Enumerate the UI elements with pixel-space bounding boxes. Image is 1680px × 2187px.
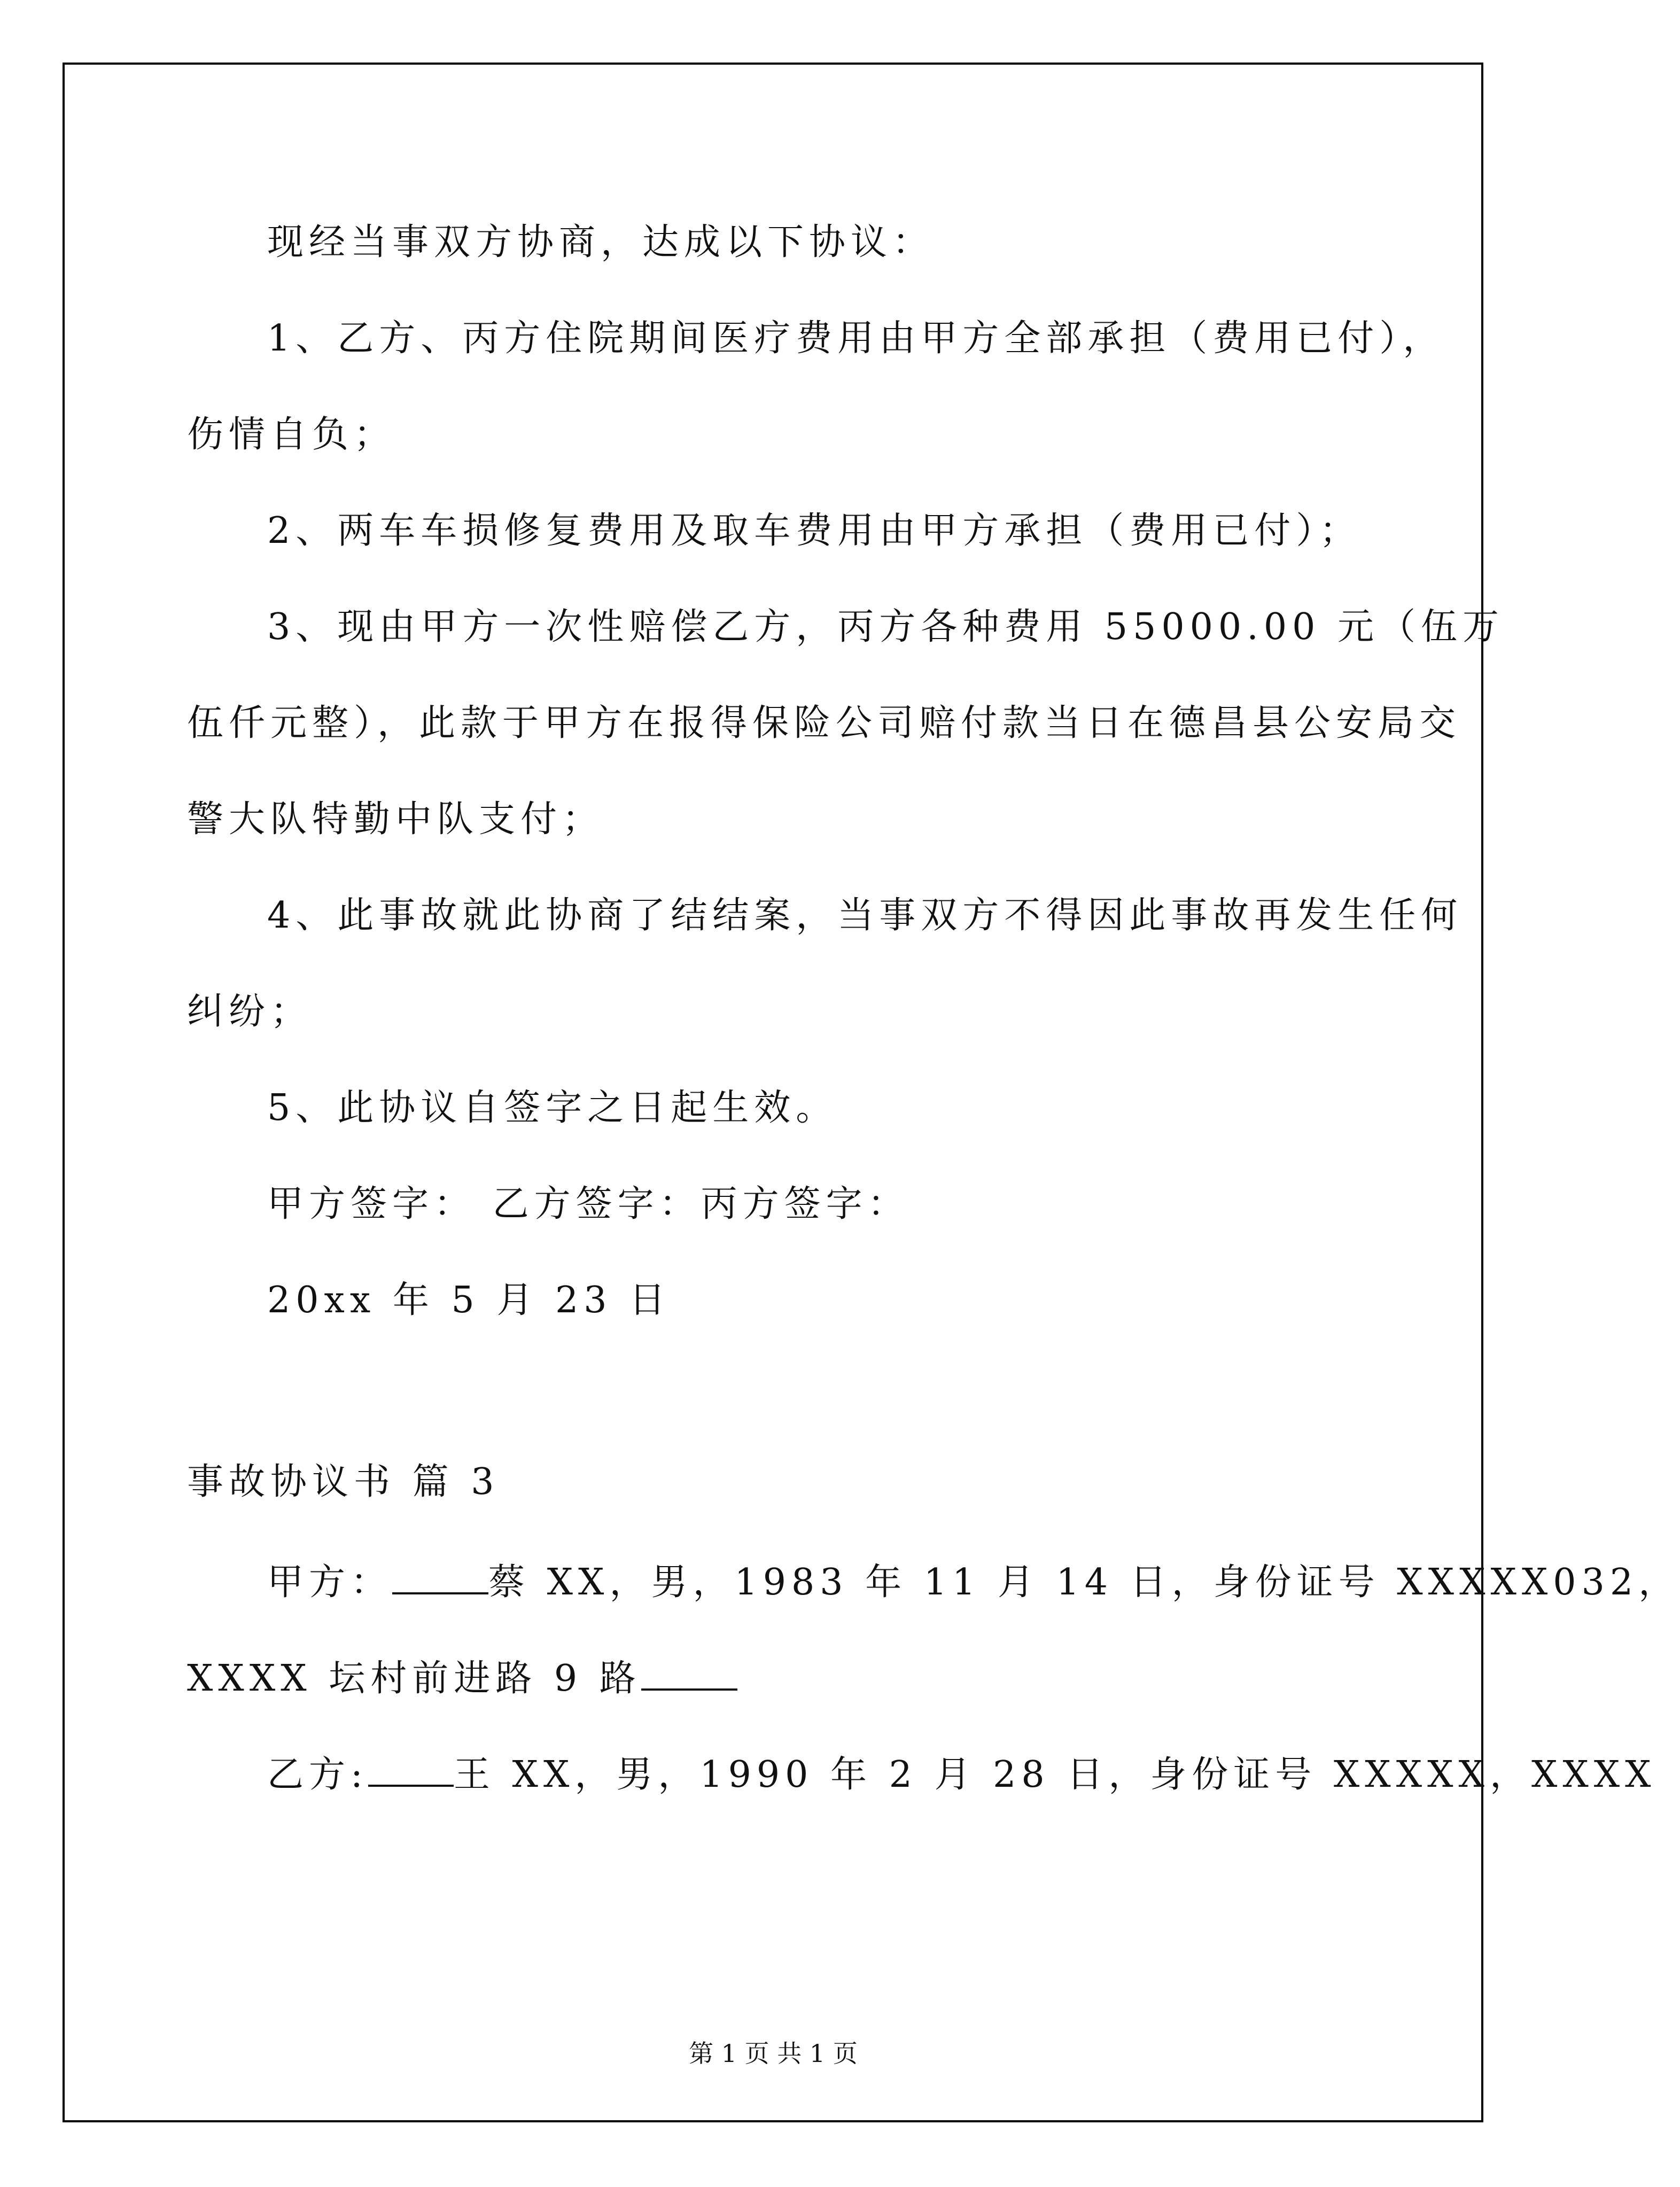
clause-1-line-2: 伤情自负； [187,414,396,456]
clause-1-line-1: 1、乙方、丙方住院期间医疗费用由甲方全部承担（费用已付）， [267,317,1445,360]
clause-5: 5、此协议自签字之日起生效。 [267,1087,838,1129]
page-footer: 第 1 页 共 1 页 [689,2039,858,2068]
clause-3-line-3: 警大队特勤中队支付； [187,798,604,840]
blank-underline [392,1560,488,1594]
party-a-details: 蔡 XX，男，1983 年 11 月 14 日，身份证号 XXXXX032， [488,1561,1680,1604]
clause-2: 2、两车车损修复费用及取车费用由甲方承担（费用已付）； [267,510,1362,552]
clause-4-line-2: 纠纷； [187,991,313,1033]
signature-line: 甲方签字： 乙方签字：丙方签字： [267,1183,909,1225]
date-line: 20xx 年 5 月 23 日 [267,1279,671,1321]
party-a-line-2 [187,1656,737,1700]
clause-4-line-1: 4、此事故就此协商了结结案，当事双方不得因此事故再发生任何 [267,894,1463,937]
clause-3-line-1: 3、现由甲方一次性赔偿乙方，丙方各种费用 55000.00 元（伍万 [267,606,1504,648]
party-a-line-1 [267,1560,1680,1604]
party-a-prefix: 甲方： [267,1561,393,1604]
clause-3-line-2: 伍仟元整），此款于甲方在报得保险公司赔付款当日在德昌县公安局交 [187,702,1461,744]
party-b-line [267,1753,1656,1796]
party-b-prefix: 乙方: [267,1754,368,1796]
section-heading: 事故协议书 篇 3 [187,1461,500,1503]
party-b-details: 王 XX，男，1990 年 2 月 28 日，身份证号 XXXXX，XXXX [453,1754,1656,1796]
blank-underline [641,1656,737,1691]
paragraph-intro: 现经当事双方协商，达成以下协议： [267,221,935,263]
blank-underline [368,1753,454,1787]
party-a-address: XXXX 坛村前进路 9 路 [187,1657,641,1700]
